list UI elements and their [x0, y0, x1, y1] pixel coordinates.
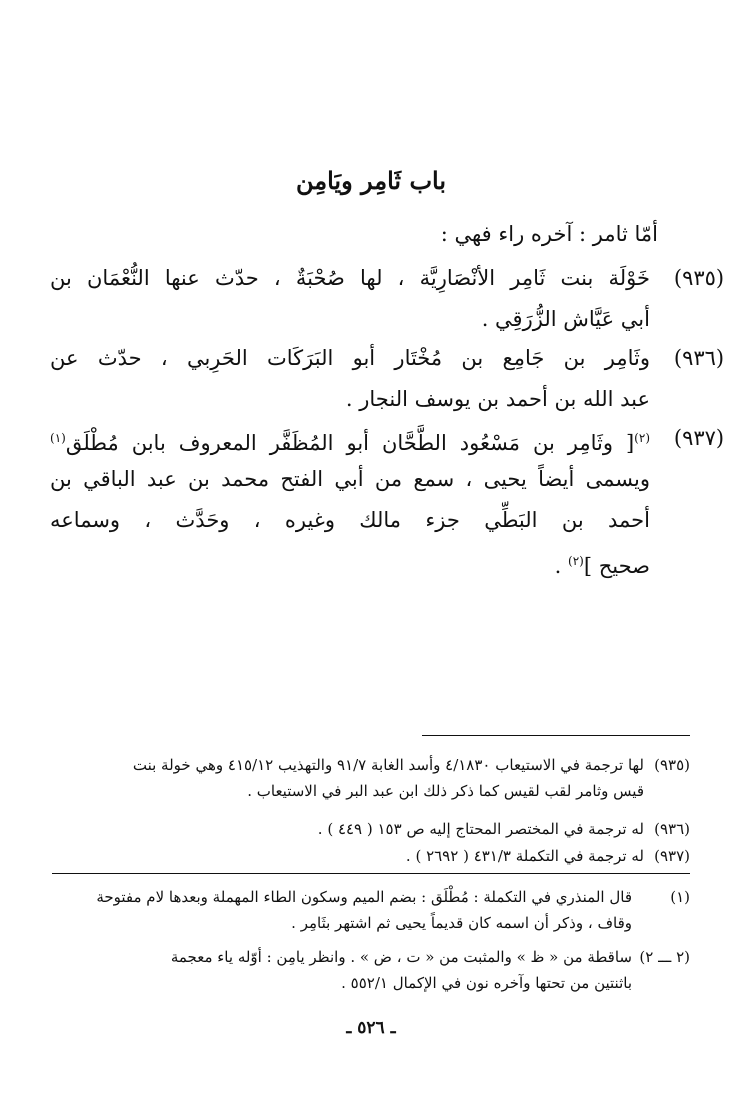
footnote-number: (٩٣٥)	[654, 756, 690, 774]
footnote-937	[50, 843, 690, 869]
entry-937	[50, 418, 725, 582]
page-number: ـ ٥٢٦ ـ	[346, 1018, 396, 1038]
entry-number: (٩٣٦)	[673, 346, 725, 370]
footnote-number: (٢ ـــ ٢)	[639, 948, 690, 966]
entry-number: (٩٣٥)	[673, 266, 725, 290]
entry-line	[50, 418, 650, 459]
entry-line: وثَامِر بن جَامِع بن مُخْتَار أبو البَرَكَات الحَرِبي ، حدّث عن	[50, 346, 650, 370]
footnote-marker: (١)	[50, 431, 66, 445]
entry-936	[50, 338, 725, 420]
footnote-marker: (٢)	[568, 554, 584, 568]
footnote-text: ساقطة من « ظ » والمثبت من « ت ، ض » . وانظر يامِن : أوّله ياء معجمة	[170, 948, 632, 966]
footnote-935	[50, 752, 690, 804]
footnote-text: له ترجمة في التكملة ٤٣١/٣ ( ٢٦٩٢ ) .	[405, 847, 644, 865]
entry-line	[50, 541, 650, 582]
entry-text: صحيح ]	[583, 554, 650, 578]
section-intro: أمّا ثامر : آخره راء فهي :	[440, 222, 658, 246]
entry-line: عبد الله بن أحمد بن يوسف النجار .	[345, 387, 650, 411]
footnote-text: قيس وثامر لقب لقيس كما ذكر ذلك ابن عبد البر في الاستيعاب .	[247, 782, 644, 800]
footnote-marker: (٢)	[634, 431, 650, 445]
chapter-title: باب ثَامِر ويَامِن	[295, 166, 447, 195]
footnote-separator	[52, 873, 690, 874]
entry-number: (٩٣٧)	[673, 426, 725, 450]
entry-line: أحمد بن البَطِّي جزء مالك وغيره ، وحَدَّث ، وسماعه	[50, 508, 650, 532]
entry-line: أبي عَيَّاش الزُّرَقِي .	[481, 307, 650, 331]
footnote-divider	[422, 735, 690, 736]
entry-line: ويسمى أيضاً يحيى ، سمع من أبي الفتح محمد بن عبد الباقي بن	[50, 467, 650, 491]
footnote-1	[50, 884, 690, 936]
footnote-936	[50, 816, 690, 842]
footnote-2	[50, 944, 690, 996]
entry-text: .	[554, 554, 569, 578]
footnote-number: (١)	[670, 888, 690, 906]
footnote-text: له ترجمة في المختصر المحتاج إليه ص ١٥٣ ( ٤٤٩ ) .	[317, 820, 644, 838]
entry-line: خَوْلَة بنت ثَامِر الأنْصَارِيَّة ، لها صُحْبَةٌ ، حدّث عنها النُّعْمَان بن	[50, 266, 650, 290]
entry-text: [ وثَامِر بن مَسْعُود الطَّحَّان أبو المُظَفَّر المعروف بابن مُطْلَق	[65, 431, 635, 455]
footnote-text: لها ترجمة في الاستيعاب ٤/١٨٣٠ وأسد الغابة ٩١/٧ والتهذيب ٤١٥/١٢ وهي خولة بنت	[132, 756, 644, 774]
entry-935	[50, 258, 725, 340]
footnote-number: (٩٣٦)	[654, 820, 690, 838]
footnote-text: وقاف ، وذكر أن اسمه كان قديماً يحيى ثم اشتهر بثَامِر .	[291, 914, 632, 932]
footnote-text: قال المنذري في التكملة : مُطْلَق : بضم الميم وسكون الطاء المهملة وبعدها لام مفتوحة	[96, 888, 632, 906]
footnote-number: (٩٣٧)	[654, 847, 690, 865]
footnote-text: باثنتين من تحتها وآخره نون في الإكمال ٥٥٢/١ .	[341, 974, 632, 992]
